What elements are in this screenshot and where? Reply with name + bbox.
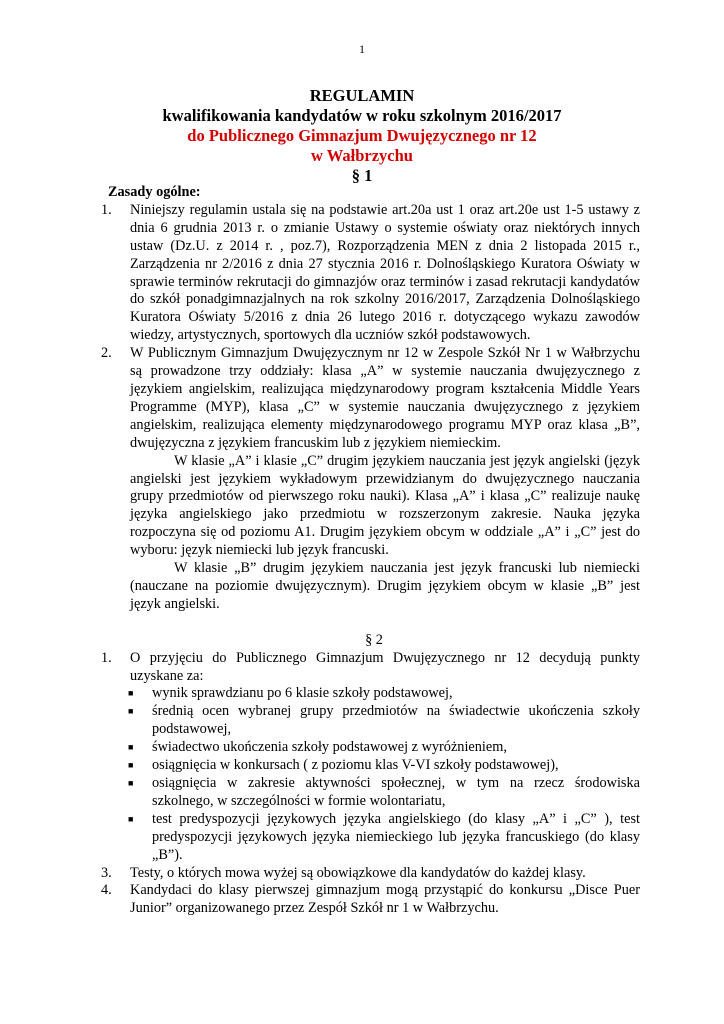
list-item-text: Kandydaci do klasy pierwszej gimnazjum mogą przystąpić do konkursu „Disce Puer Junior” organizowanego przez Zespół Szkół nr 1 w Wałbrzychu. xyxy=(130,882,640,917)
document-body xyxy=(101,184,640,918)
section-1-heading: § 1 xyxy=(351,166,373,185)
document-header xyxy=(0,86,724,186)
bullet-item: ■ test predyspozycji językowych języka angielskiego (do klasy „A” i „C” ), test predyspozycji językowych języka niemieckiego lub języka francuskiego (do klasy „B”). xyxy=(128,810,640,863)
bullet-square-icon: ■ xyxy=(128,778,134,788)
list-number: 4. xyxy=(101,882,112,899)
list-item xyxy=(101,345,640,452)
list-number: 1. xyxy=(101,201,112,218)
bullet-item: ■ osiągnięcia w zakresie aktywności społecznej, w tym na rzecz środowiska szkolnego, w szczególności w formie wolontariatu, xyxy=(128,775,640,809)
list-item-text: Niniejszy regulamin ustala się na podstawie art.20a ust 1 oraz art.20e ust 1-5 ustawy z dnia 6 grudnia 2013 r. o zmianie Ustawy o systemie oświaty oraz niektórych innych ustaw (Dz.U. z 2014 r. , poz.7), Rozporządzenia MEN z dnia 2 listopada 2015 r., Zarządzenia nr 2/2016 z dnia 27 stycznia 2016 r. Dolnośląskiego Kuratora Oświaty w sprawie terminów rekrutacji do gimnazjów oraz terminów i zasad rekrutacji kandydatów do szkół ponadgimnazjalnych na rok szkolny 2016/2017, Zarządzenia Dolnośląskiego Kuratora Oświaty 5/2016 z dnia 26 lutego 2016 r. dotyczącego wykazu zawodów wiedzy, artystycznych, sportowych dla uczniów szkół podstawowych. xyxy=(130,201,640,344)
bullet-item: ■ średnią ocen wybranej grupy przedmiotów na świadectwie ukończenia szkoły podstawowej, xyxy=(128,703,640,738)
school-name-line1: do Publicznego Gimnazjum Dwujęzycznego nr 12 xyxy=(187,126,537,145)
page-number: 1 xyxy=(359,42,365,56)
list-item xyxy=(101,201,640,345)
criteria-bullet-list xyxy=(108,685,640,864)
bullet-item: ■ osiągnięcia w konkursach ( z poziomu klas V-VI szkoły podstawowej), xyxy=(128,757,559,774)
list-number: 2. xyxy=(101,345,112,362)
school-name-line2: w Wałbrzychu xyxy=(311,146,413,165)
bullet-square-icon: ■ xyxy=(128,688,134,699)
section-2-heading: § 2 xyxy=(365,631,383,648)
paragraph-class-a-c: W klasie „A” i klasie „C” drugim językiem nauczania jest język angielski (język angielski jest językiem wykładowym przewidzianym do dwujęzycznego nauczania grupy przedmiotów od pierwszego roku nauki). Klasa „A” i klasa „C” realizuje naukę języka angielskiego jako przedmiotu w rozszerzonym zakresie. Nauka języka rozpoczyna się od poziomu A1. Drugim językiem obcym w oddziale „A” i „C” jest do wyboru: język niemiecki lub język francuski. xyxy=(130,452,640,559)
general-rules-heading: Zasady ogólne: xyxy=(108,184,201,200)
bullet-square-icon: ■ xyxy=(128,742,134,753)
bullet-item: ■ wynik sprawdzianu po 6 klasie szkoły podstawowej, xyxy=(128,685,453,702)
document-title: REGULAMIN xyxy=(309,86,415,105)
list-item-text: W Publicznym Gimnazjum Dwujęzycznym nr 12 w Zespole Szkół Nr 1 w Wałbrzychu są prowadzone trzy oddziały: klasa „A” w systemie nauczania dwujęzycznego z językiem angielskim, realizująca międzynarodowy program kształcenia Middle Years Programme (MYP), klasa „C” w systemie nauczania dwujęzycznego z językiem angielskim, realizująca elementy międzynarodowego programu MYP oraz klasa „B”, dwujęzyczna z językiem francuskim lub z językiem niemieckim. xyxy=(130,345,640,451)
bullet-square-icon: ■ xyxy=(128,760,134,771)
bullet-item: ■ świadectwo ukończenia szkoły podstawowej z wyróżnieniem, xyxy=(128,739,507,756)
list-item-text: Testy, o których mowa wyżej są obowiązkowe dla kandydatów do każdej klasy. xyxy=(130,864,586,881)
bullet-square-icon: ■ xyxy=(128,813,134,824)
list-item xyxy=(101,864,640,883)
list-item xyxy=(101,649,640,686)
list-number: 1. xyxy=(101,649,112,666)
bullet-square-icon: ■ xyxy=(128,706,134,717)
document-subtitle: kwalifikowania kandydatów w roku szkolnym 2016/2017 xyxy=(162,106,562,125)
paragraph-class-b: W klasie „B” drugim językiem nauczania jest język francuski lub niemiecki (nauczane na poziomie dwujęzycznym). Drugim językiem obcym w klasie „B” jest język angielski. xyxy=(130,560,640,612)
list-item xyxy=(101,882,640,918)
list-number: 3. xyxy=(101,864,112,881)
list-item-text: O przyjęciu do Publicznego Gimnazjum Dwujęzycznego nr 12 decydują punkty uzyskane za: xyxy=(130,649,640,684)
